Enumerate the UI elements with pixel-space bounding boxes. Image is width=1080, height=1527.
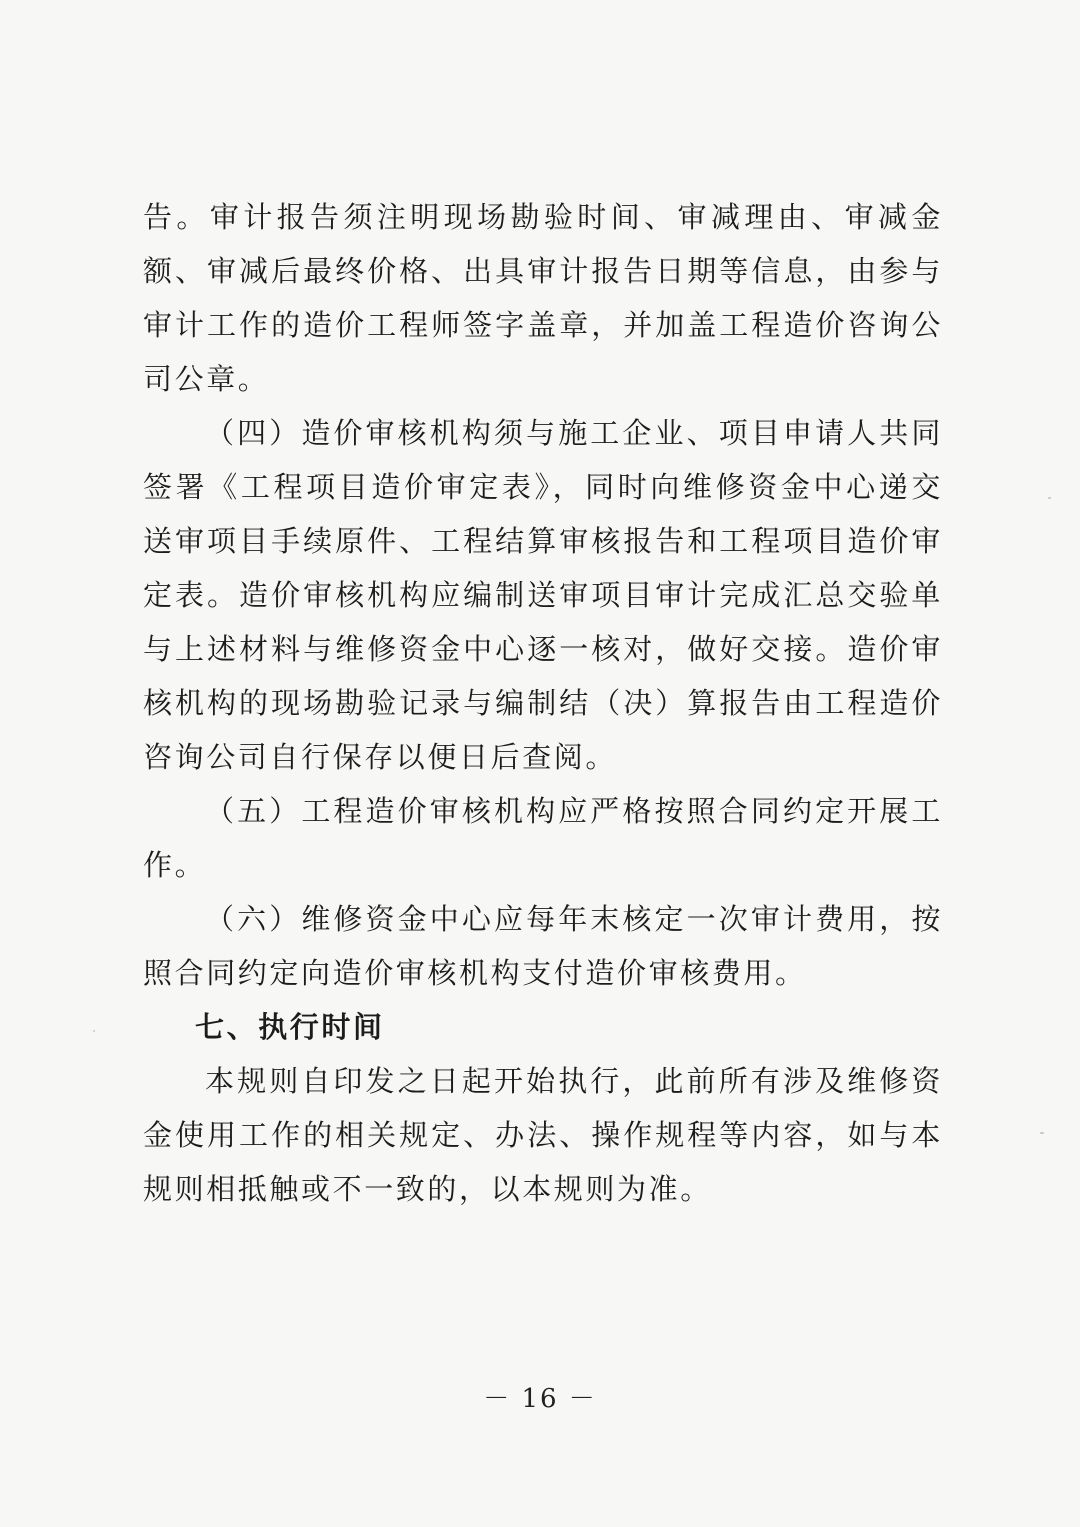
paragraph-item-4: （四）造价审核机构须与施工企业、项目申请人共同签署《工程项目造价审定表》，同时向维修资金中心递交送审项目手续原件、工程结算审核报告和工程项目造价审定表。造价审核机构应编制送审项目审计完成汇总交验单与上述材料与维修资金中心逐一核对，做好交接。造价审核机构的现场勘验记录与编制结（决）算报告由工程造价咨询公司自行保存以便日后查阅。 <box>143 416 943 774</box>
paragraph-item-5: （五）工程造价审核机构应严格按照合同约定开展工作。 <box>143 794 943 882</box>
document-body <box>143 190 943 1216</box>
scan-speck <box>1048 497 1051 499</box>
paragraph-item-6: （六）维修资金中心应每年末核定一次审计费用，按照合同约定向造价审核机构支付造价审核费用。 <box>143 902 943 990</box>
scan-speck <box>93 1030 95 1032</box>
paragraph-continuation: 告。审计报告须注明现场勘验时间、审减理由、审减金额、审减后最终价格、出具审计报告日期等信息，由参与审计工作的造价工程师签字盖章，并加盖工程造价咨询公司公章。 <box>143 200 943 396</box>
section-heading: 七、执行时间 <box>195 1010 385 1044</box>
scan-speck <box>1040 1132 1044 1134</box>
section-body: 本规则自印发之日起开始执行，此前所有涉及维修资金使用工作的相关规定、办法、操作规程等内容，如与本规则相抵触或不一致的，以本规则为准。 <box>143 1064 943 1206</box>
page-number: － 16 － <box>483 1384 597 1414</box>
